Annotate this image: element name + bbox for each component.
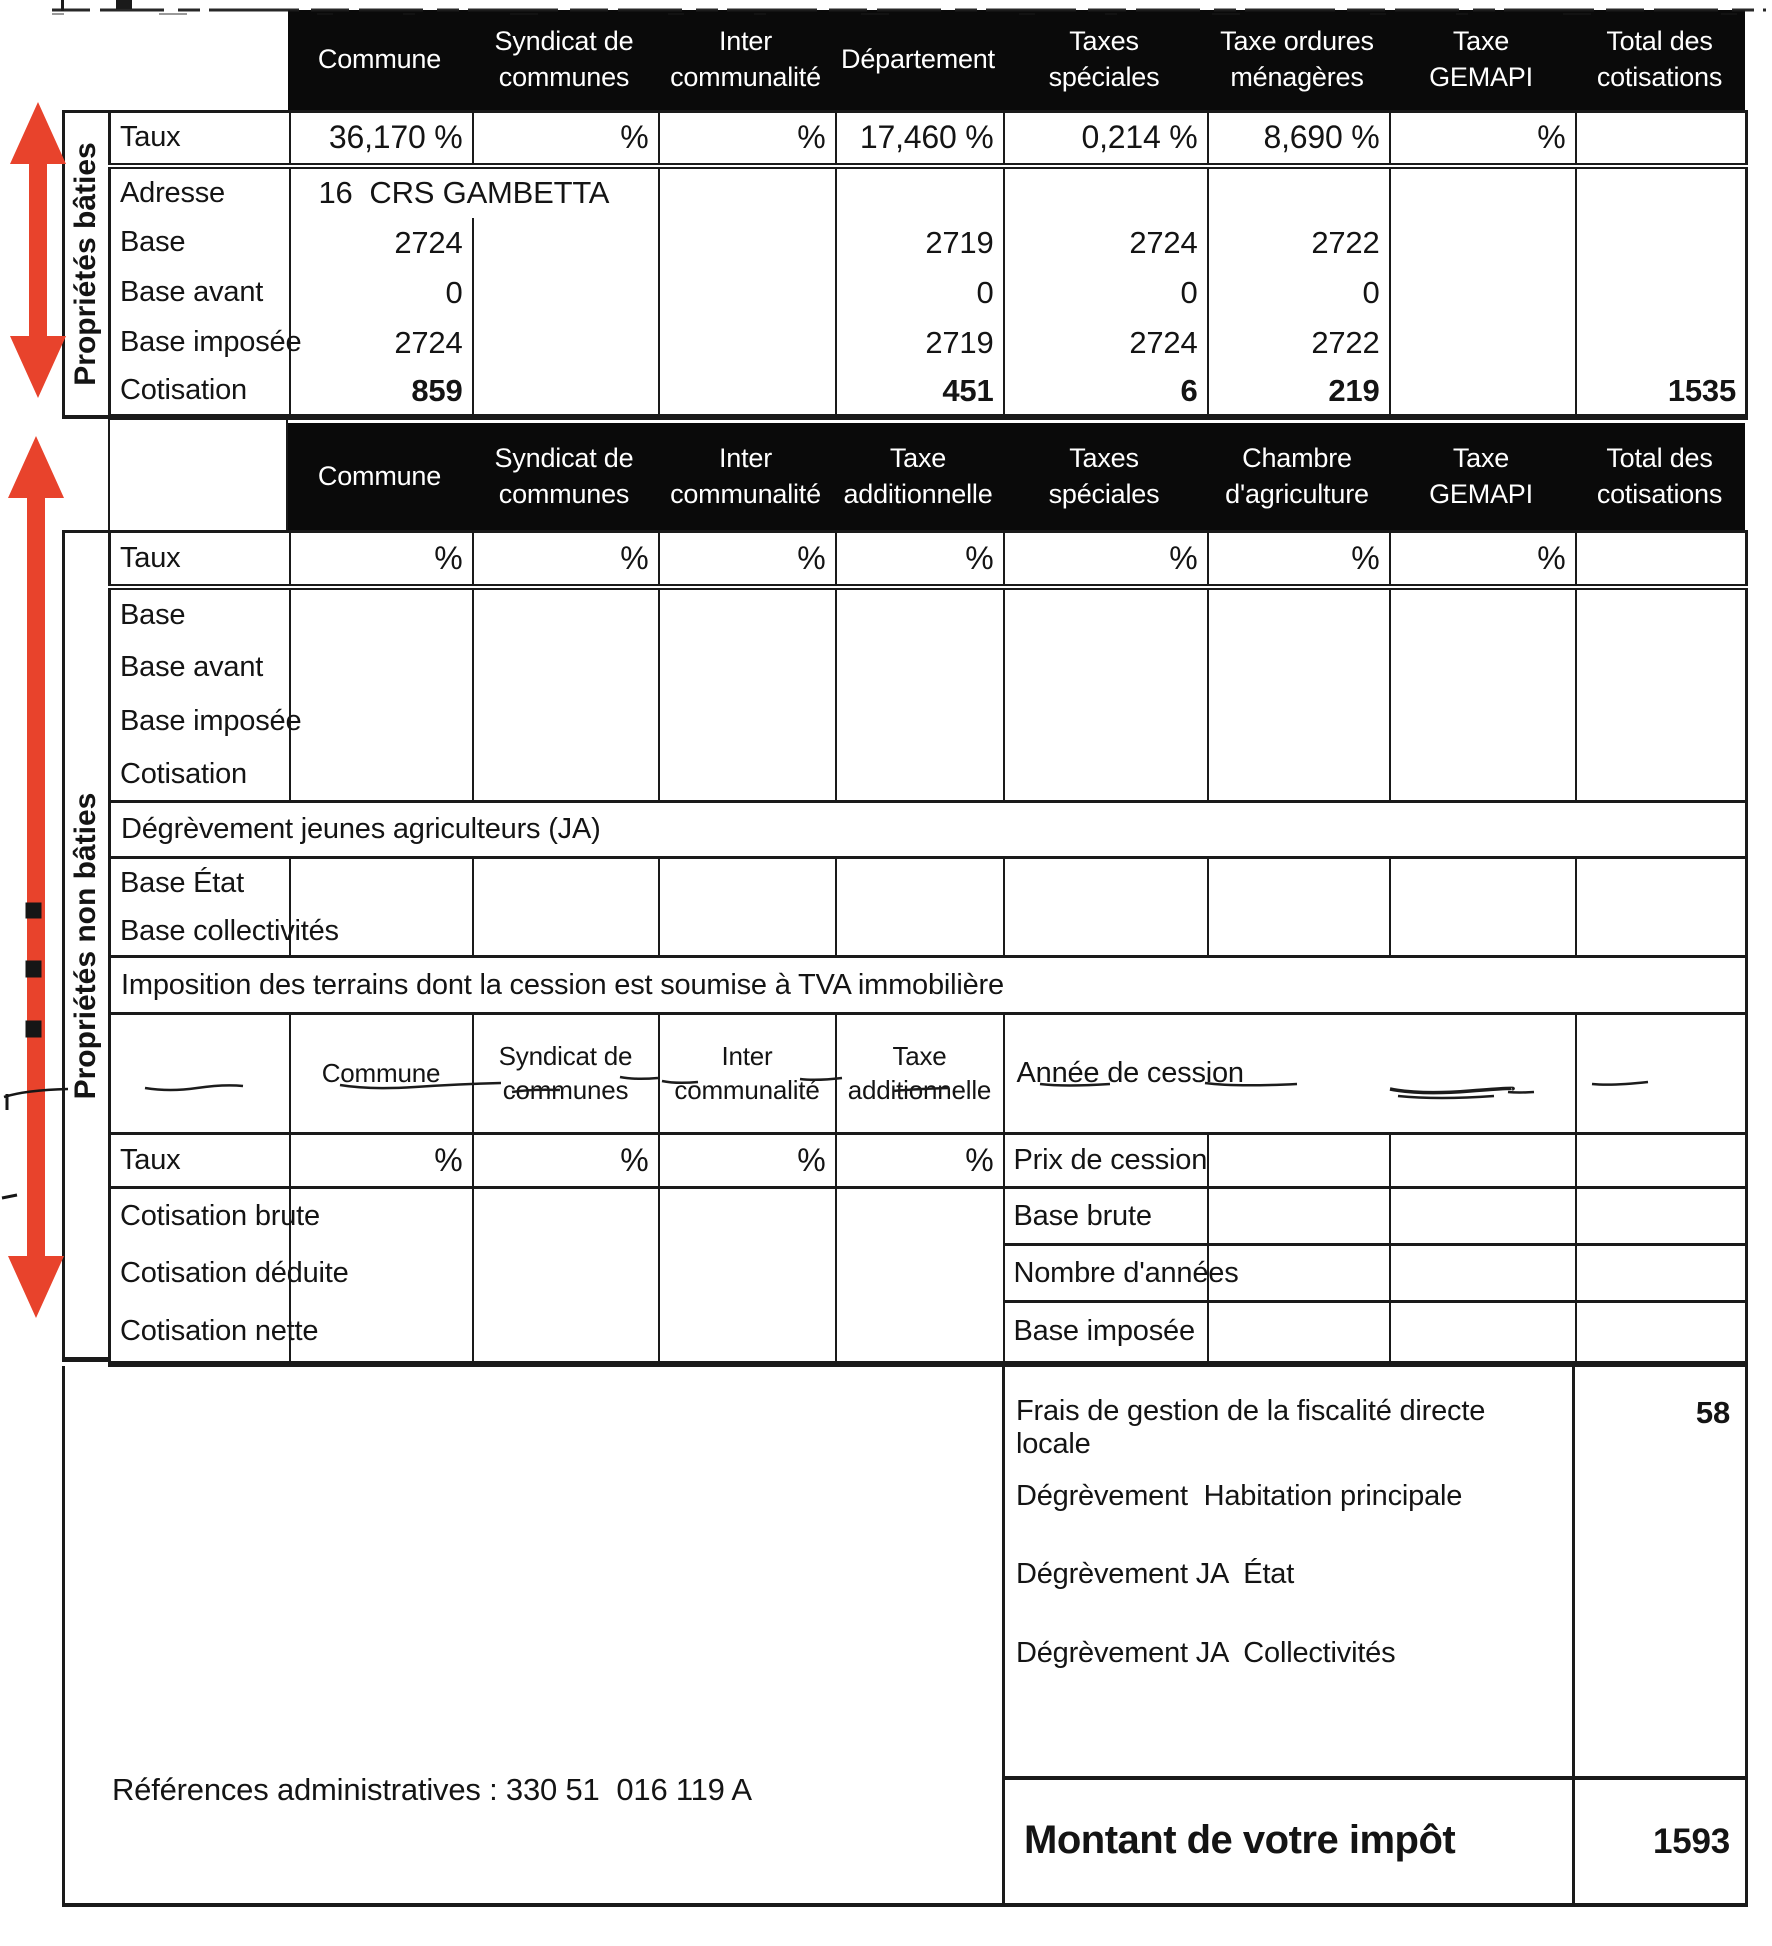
fee-line-label: Dégrèvement Habitation principale: [1016, 1480, 1463, 1512]
row-label: Base imposée: [110, 695, 290, 749]
empty-cell: [659, 268, 836, 318]
empty-cell: [1208, 858, 1390, 908]
band-degrevement-ja: Dégrèvement jeunes agriculteurs (JA): [110, 802, 1747, 858]
empty-cell: [1004, 166, 1208, 218]
cell-taux-intercommunalite: %: [659, 112, 836, 166]
empty-cell: [473, 318, 659, 368]
column-header: Chambre d'agriculture: [1225, 442, 1369, 509]
montant-label: Montant de votre impôt: [1024, 1818, 1456, 1862]
cell-taux: %: [659, 1134, 836, 1188]
empty-cell: [1004, 858, 1208, 908]
empty-cell: [1390, 268, 1576, 318]
cell-total-cotisations: 1535: [1576, 368, 1747, 417]
empty-cell: [1208, 587, 1390, 641]
row-label: Base imposée: [110, 318, 290, 368]
empty-cell: [1576, 587, 1747, 641]
empty-cell: [1390, 1245, 1576, 1302]
empty-cell: [1576, 1188, 1747, 1245]
fee-line-label: Dégrèvement JA Collectivités: [1016, 1637, 1396, 1669]
scan-black-blob: [116, 0, 132, 9]
empty-cell: [1004, 641, 1208, 695]
cell-baseimposee-ordures: 2722: [1208, 318, 1390, 368]
empty-cell: [473, 1188, 659, 1245]
section-label-proprietes-baties: Propriétés bâties: [69, 142, 102, 386]
cell-taux-syndicat: %: [473, 112, 659, 166]
table1-proprietes-baties: [108, 110, 1748, 420]
empty-cell: [473, 1245, 659, 1302]
amount-column-divider: [1572, 1366, 1575, 1907]
table2-header-bar: [288, 423, 1745, 530]
column-header: Total des cotisations: [1596, 442, 1723, 509]
empty-cell: [1390, 166, 1576, 218]
empty-cell: [659, 858, 836, 908]
fee-line-value: 58: [1695, 1395, 1730, 1430]
column-header: Taxe ordures ménagères: [1220, 26, 1374, 92]
empty-cell: [1390, 858, 1576, 908]
column-header: Taxe GEMAPI: [1429, 442, 1533, 509]
empty-cell: [1004, 587, 1208, 641]
band-imposition-tva: Imposition des terrains dont la cession est soumise à TVA immobilière: [110, 957, 1747, 1014]
empty-cell: [1576, 858, 1747, 908]
column-header: Taxes spéciales: [1048, 442, 1160, 509]
empty-cell: [659, 908, 836, 957]
empty-cell: [1004, 908, 1208, 957]
empty-cell: [1390, 218, 1576, 268]
empty-cell: [473, 368, 659, 417]
empty-cell: [836, 908, 1004, 957]
cell-taux: %: [473, 532, 659, 587]
row-label: Base imposée: [1004, 1302, 1208, 1364]
fee-line-label: Frais de gestion de la fiscalité directe locale: [1016, 1395, 1493, 1460]
column-header: Taxes spéciales: [1048, 26, 1160, 92]
cell-taux-commune: 36,170 %: [290, 112, 473, 166]
cell-cotisation-departement: 451: [836, 368, 1004, 417]
cell-base-commune: 2724: [290, 218, 473, 268]
section-label-proprietes-non-baties: Propriétés non bâties: [69, 792, 102, 1100]
row-label: Base avant: [110, 268, 290, 318]
cell-baseimposee-commune: 2724: [290, 318, 473, 368]
empty-cell: [1390, 641, 1576, 695]
table1-header-bar: [288, 10, 1745, 110]
empty-cell: [1390, 587, 1576, 641]
montant-value: 1593: [1652, 1822, 1730, 1861]
cell-baseavant-departement: 0: [836, 268, 1004, 318]
column-header: Inter communalité: [670, 26, 821, 92]
empty-cell: [1576, 749, 1747, 802]
empty-cell: [1576, 318, 1747, 368]
row-label: Adresse: [110, 166, 290, 218]
column-header: Syndicat de communes: [494, 442, 634, 509]
empty-cell: [659, 587, 836, 641]
empty-cell: [836, 1188, 1004, 1245]
empty-cell: [290, 641, 473, 695]
empty-cell: [1576, 1245, 1747, 1302]
montant-row-divider: [1002, 1776, 1748, 1780]
fee-line-label: Dégrèvement JA État: [1016, 1558, 1295, 1590]
cell-taux-taxes-speciales: 0,214 %: [1004, 112, 1208, 166]
empty-cell: [659, 218, 836, 268]
empty-cell: [473, 641, 659, 695]
empty-cell: [836, 641, 1004, 695]
cell-taux: %: [1004, 532, 1208, 587]
empty-cell: [1004, 749, 1208, 802]
empty-cell: [1576, 1134, 1747, 1188]
empty-cell: [1390, 749, 1576, 802]
red-arrow-1: [10, 102, 66, 398]
empty-cell: [473, 908, 659, 957]
empty-cell: [1576, 218, 1747, 268]
cell-taux: %: [473, 1134, 659, 1188]
column-header: Inter communalité: [670, 442, 821, 509]
column-header: Taxe additionnelle: [836, 1014, 1004, 1134]
cell-baseavant-ordures: 0: [1208, 268, 1390, 318]
row-label: Cotisation déduite: [110, 1245, 290, 1302]
column-header: Taxe GEMAPI: [1429, 26, 1533, 92]
empty-cell: [1390, 1134, 1576, 1188]
row-label: Base: [110, 218, 290, 268]
empty-cell: [836, 587, 1004, 641]
column-header: Département: [841, 44, 995, 75]
scan-edge-tick: [61, 0, 64, 11]
empty-cell: [1576, 1014, 1747, 1134]
cell-baseimposee-taxes-speciales: 2724: [1004, 318, 1208, 368]
cell-taux: %: [1208, 532, 1390, 587]
empty-cell: [1576, 268, 1747, 318]
column-header: Syndicat de communes: [473, 1014, 659, 1134]
cell-taux: %: [659, 532, 836, 587]
empty-cell: [473, 858, 659, 908]
bottom-left-box: [62, 1366, 1002, 1907]
red-arrow-2: [8, 436, 64, 1318]
empty-cell: [473, 695, 659, 749]
empty-cell: [659, 641, 836, 695]
column-header: Taxe additionnelle: [843, 442, 993, 509]
column-header: Commune: [290, 1014, 473, 1134]
empty-cell: [1208, 1188, 1390, 1245]
column-header: Total des cotisations: [1596, 26, 1723, 92]
empty-cell: [659, 1245, 836, 1302]
empty-cell: [836, 166, 1004, 218]
cell-taux: %: [290, 1134, 473, 1188]
empty-cell: [1576, 641, 1747, 695]
row-label: Base: [110, 587, 290, 641]
empty-cell: [473, 587, 659, 641]
address-value: 16 CRS GAMBETTA: [290, 166, 659, 218]
row-label: Base État: [110, 858, 290, 908]
row-label: Base brute: [1004, 1188, 1208, 1245]
empty-cell: [1390, 368, 1576, 417]
empty-cell: [290, 695, 473, 749]
empty-cell: [1208, 1134, 1390, 1188]
empty-cell: [836, 749, 1004, 802]
table2-proprietes-non-baties: [108, 530, 1748, 1367]
empty-cell: [659, 368, 836, 417]
empty-cell: [1390, 1302, 1576, 1364]
empty-cell: [1208, 1302, 1390, 1364]
cell-taux-ordures: 8,690 %: [1208, 112, 1390, 166]
row-label: Cotisation brute: [110, 1188, 290, 1245]
row-label: Base collectivités: [110, 908, 290, 957]
cell-baseavant-commune: 0: [290, 268, 473, 318]
empty-cell: [659, 1302, 836, 1364]
empty-cell: [659, 166, 836, 218]
empty-cell: [836, 858, 1004, 908]
empty-cell: [659, 1188, 836, 1245]
empty-cell: [473, 1302, 659, 1364]
references-text: Références administratives : 330 51 016 119 A: [112, 1772, 752, 1807]
empty-cell: [1208, 695, 1390, 749]
row-label: Cotisation: [110, 749, 290, 802]
empty-cell: [836, 1245, 1004, 1302]
cell-base-departement: 2719: [836, 218, 1004, 268]
empty-cell: [1208, 908, 1390, 957]
empty-cell: [473, 268, 659, 318]
empty-cell: [659, 749, 836, 802]
empty-cell: [473, 218, 659, 268]
empty-cell: [659, 318, 836, 368]
empty-cell: [1576, 908, 1747, 957]
empty-cell: [1208, 166, 1390, 218]
empty-cell: [836, 1302, 1004, 1364]
empty-cell: [1576, 1302, 1747, 1364]
empty-cell: [1208, 749, 1390, 802]
empty-cell: [1576, 695, 1747, 749]
annee-de-cession-label: Année de cession: [1004, 1014, 1576, 1134]
column-header: Commune: [317, 460, 442, 491]
row-label: Base avant: [110, 641, 290, 695]
empty-cell: [290, 749, 473, 802]
cell-cotisation-commune: 859: [290, 368, 473, 417]
cell-taux-gemapi: %: [1390, 112, 1576, 166]
empty-cell: [1004, 695, 1208, 749]
empty-cell: [1390, 318, 1576, 368]
column-header: Syndicat de communes: [494, 26, 634, 92]
empty-cell: [1576, 112, 1747, 166]
left-margin-marks: [2, 903, 68, 1198]
empty-cell: [290, 858, 473, 908]
empty-cell: [1390, 695, 1576, 749]
empty-cell: [1390, 1188, 1576, 1245]
cell-baseimposee-departement: 2719: [836, 318, 1004, 368]
row-label: Cotisation: [110, 368, 290, 417]
cell-taux-departement: 17,460 %: [836, 112, 1004, 166]
cell-taux: %: [836, 1134, 1004, 1188]
column-header: Commune: [317, 44, 442, 75]
empty-cell: [290, 587, 473, 641]
row-label: Taux: [110, 532, 290, 587]
cell-base-ordures: 2722: [1208, 218, 1390, 268]
cell-taux: %: [1390, 532, 1576, 587]
cell-taux: %: [290, 532, 473, 587]
empty-cell: [1576, 532, 1747, 587]
cell-base-taxes-speciales: 2724: [1004, 218, 1208, 268]
cell-cotisation-ordures: 219: [1208, 368, 1390, 417]
row-label: Taux: [110, 1134, 290, 1188]
row-label: Nombre d'années: [1004, 1245, 1208, 1302]
empty-cell: [110, 1014, 290, 1134]
row-label: Cotisation nette: [110, 1302, 290, 1364]
table2-header-spacer-cell: [108, 419, 288, 530]
empty-cell: [473, 749, 659, 802]
cell-baseavant-taxes-speciales: 0: [1004, 268, 1208, 318]
empty-cell: [836, 695, 1004, 749]
empty-cell: [659, 695, 836, 749]
cell-taux: %: [836, 532, 1004, 587]
row-label: Prix de cession: [1004, 1134, 1208, 1188]
row-label: Taux: [110, 112, 290, 166]
empty-cell: [1390, 908, 1576, 957]
column-header: Inter communalité: [659, 1014, 836, 1134]
empty-cell: [1208, 641, 1390, 695]
cell-cotisation-taxes-speciales: 6: [1004, 368, 1208, 417]
